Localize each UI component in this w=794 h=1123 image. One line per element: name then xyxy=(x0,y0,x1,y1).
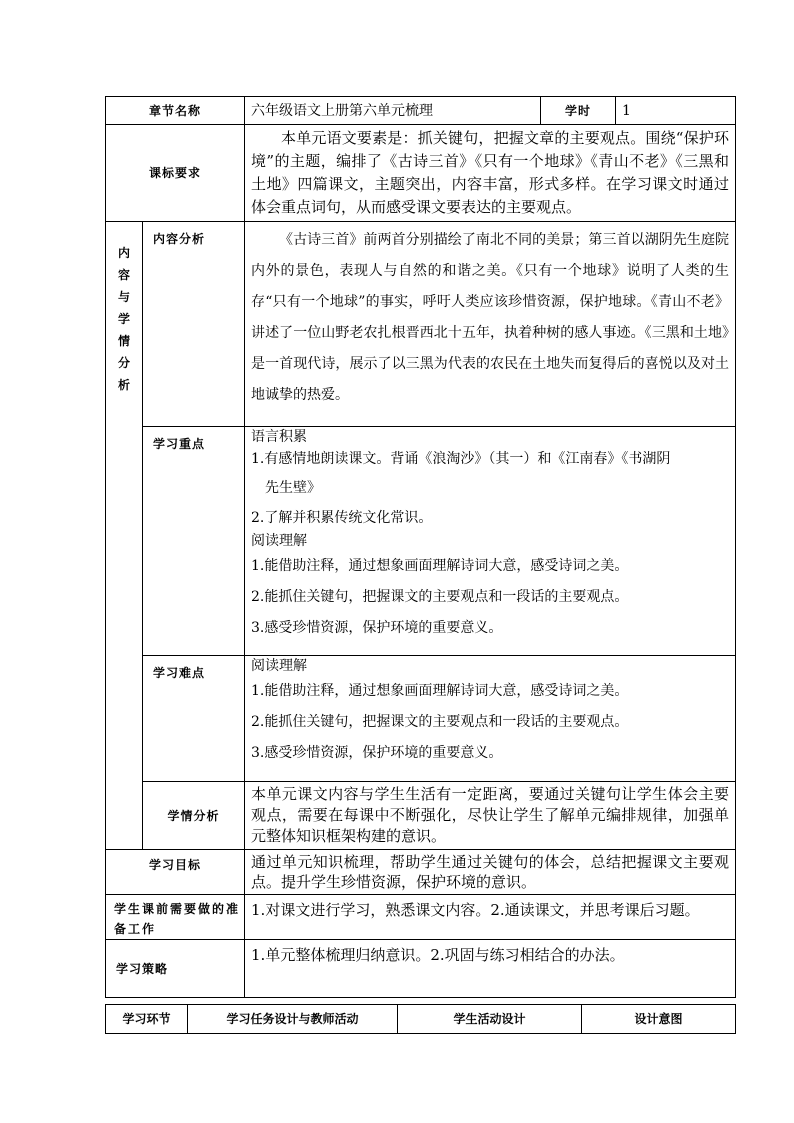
key-points-label: 学习重点 xyxy=(143,427,245,656)
footer-col-student: 学生活动设计 xyxy=(398,1005,582,1034)
difficulties-label: 学习难点 xyxy=(143,656,245,782)
side-label-char: 与 xyxy=(117,290,130,304)
key-points-line: 2.能抓住关键句，把握课文的主要观点和一段话的主要观点。 xyxy=(251,589,629,605)
side-label-char: 内 xyxy=(117,246,130,260)
key-points-line: 1.有感情地朗读课文。背诵《浪淘沙》（其一）和《江南春》《书湖阴 xyxy=(251,451,671,467)
difficulties-line: 1.能借助注释，通过想象画面理解诗词大意，感受诗词之美。 xyxy=(251,683,629,699)
goals-text: 通过单元知识梳理，帮助学生通过关键句的体会，总结把握课文主要观点。提升学生珍惜资源，保护环境的意识。 xyxy=(245,850,736,895)
side-label-char: 析 xyxy=(117,378,130,392)
learners-text: 本单元课文内容与学生生活有一定距离，要通过关键句让学生体会主要观点，需要在每课中不断强化，尽快让学生了解单元编排规律，加强单元整体知识框架构建的意识。 xyxy=(245,782,736,850)
difficulties-line: 3.感受珍惜资源，保护环境的重要意义。 xyxy=(251,745,503,761)
preparation-label: 学生课前需要做的准备工作 xyxy=(106,895,245,940)
side-label-char: 分 xyxy=(117,356,130,370)
chapter-label: 章节名称 xyxy=(106,97,245,125)
lesson-plan-table xyxy=(105,96,736,998)
strategy-label: 学习策略 xyxy=(106,940,245,998)
hours-label: 学时 xyxy=(541,97,616,125)
content-analysis-label: 内容分析 xyxy=(143,222,245,427)
content-analysis-text: 《古诗三首》前两首分别描绘了南北不同的美景；第三首以湖阴先生庭院内外的景色，表现人与自然的和谐之美。《只有一个地球》说明了人类的生存“只有一个地球”的事实，呼吁人类应该珍惜资源，保护地球。《青山不老》讲述了一位山野老农扎根晋西北十五年，执着种树的感人事迹。《三黑和土地》是一首现代诗，展示了以三黑为代表的农民在土地失而复得后的喜悦以及对土地诚挚的热爱。 xyxy=(245,222,736,427)
key-points-line: 先生壁》 xyxy=(265,480,322,496)
lesson-plan-page xyxy=(105,96,735,1034)
curriculum-label: 课标要求 xyxy=(106,125,245,222)
chapter-value: 六年级语文上册第六单元梳理 xyxy=(245,97,541,125)
preparation-text: 1.对课文进行学习，熟悉课文内容。2.通读课文，并思考课后习题。 xyxy=(245,895,736,940)
curriculum-text: 本单元语文要素是：抓关键句，把握文章的主要观点。围绕“保护环境”的主题，编排了《古诗三首》《只有一个地球》《青山不老》《三黑和土地》四篇课文，主题突出，内容丰富，形式多样。在学习课文时通过体会重点词句，从而感受课文要表达的主要观点。 xyxy=(245,125,736,222)
key-points-line: 3.感受珍惜资源，保护环境的重要意义。 xyxy=(251,620,503,636)
learners-label: 学情分析 xyxy=(143,782,245,850)
footer-col-intent: 设计意图 xyxy=(582,1005,736,1034)
analysis-side-label xyxy=(106,222,143,850)
key-points-line: 2.了解并积累传统文化常识。 xyxy=(251,510,433,526)
goals-label: 学习目标 xyxy=(106,850,245,895)
footer-col-teacher: 学习任务设计与教师活动 xyxy=(188,1005,398,1034)
side-label-char: 学 xyxy=(117,312,130,326)
difficulties-content xyxy=(245,656,736,782)
key-points-line: 阅读理解 xyxy=(251,533,308,549)
side-label-char: 情 xyxy=(117,334,130,348)
difficulties-line: 阅读理解 xyxy=(251,658,308,674)
key-points-line: 1.能借助注释，通过想象画面理解诗词大意，感受诗词之美。 xyxy=(251,558,629,574)
hours-value: 1 xyxy=(616,97,736,125)
key-points-content xyxy=(245,427,736,656)
footer-col-stage: 学习环节 xyxy=(106,1005,188,1034)
activity-header-table xyxy=(105,1004,736,1034)
side-label-char: 容 xyxy=(117,268,130,282)
key-points-line: 语言积累 xyxy=(251,429,308,445)
strategy-text: 1.单元整体梳理归纳意识。2.巩固与练习相结合的办法。 xyxy=(245,940,736,998)
difficulties-line: 2.能抓住关键句，把握课文的主要观点和一段话的主要观点。 xyxy=(251,714,629,730)
